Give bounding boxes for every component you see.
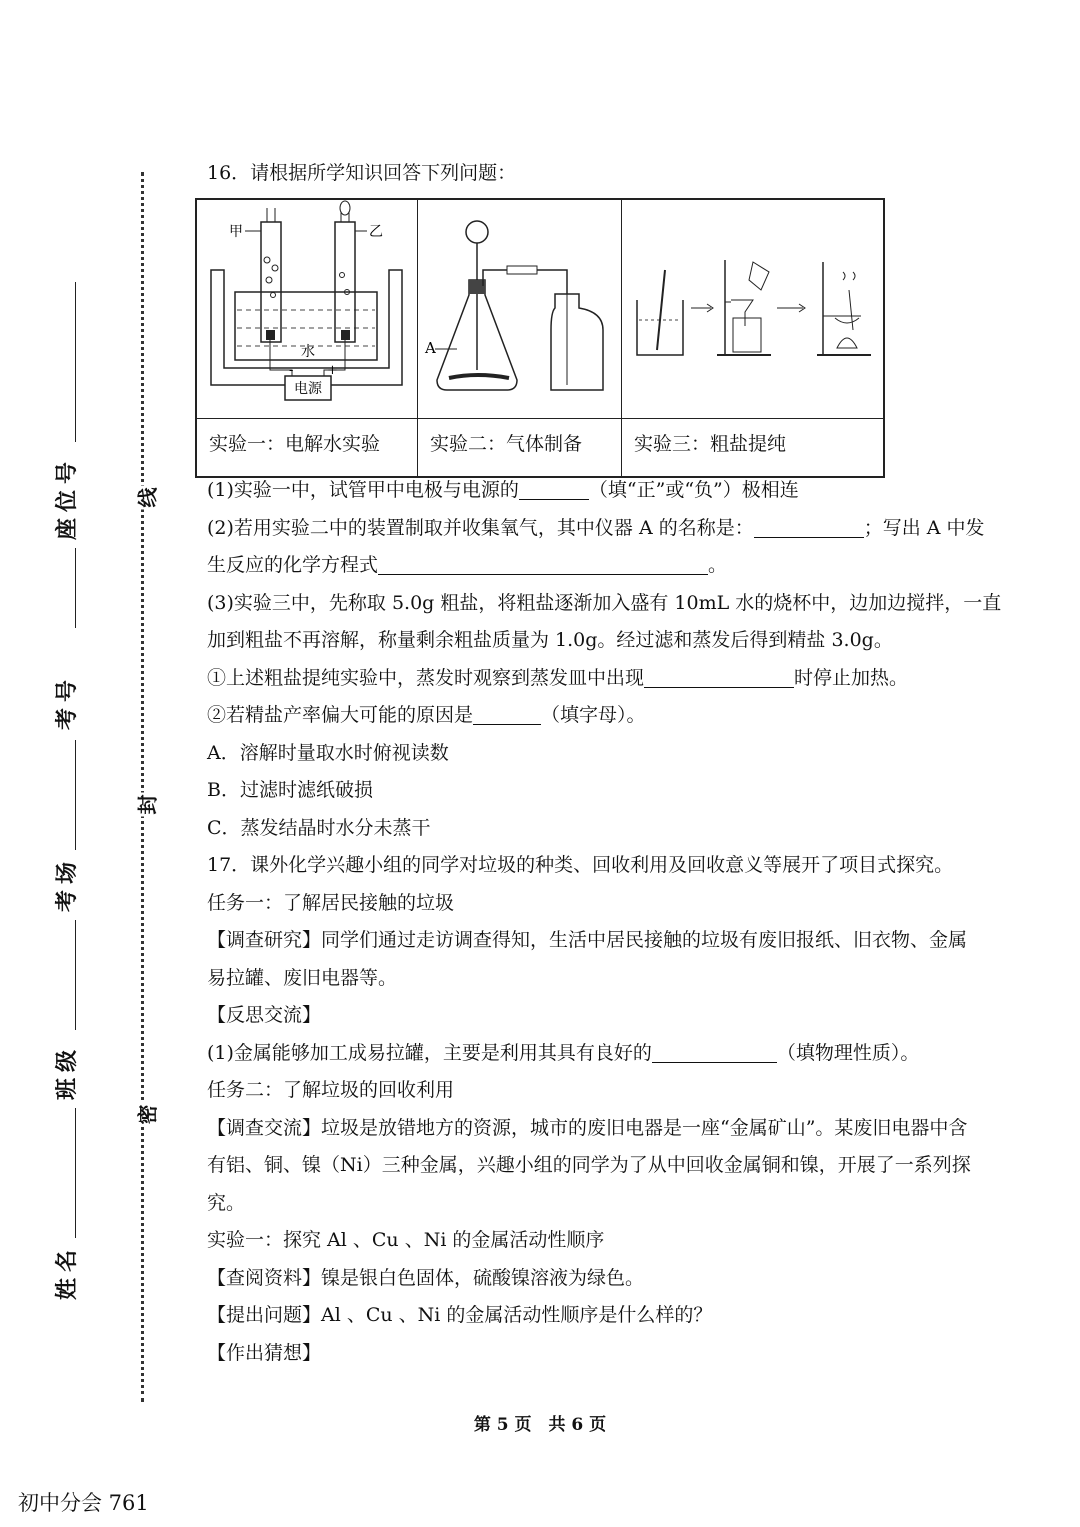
q17-guess: 【作出猜想】	[207, 1341, 322, 1364]
tube-yi-label: 乙	[369, 224, 383, 240]
answer-blank-4[interactable]	[644, 665, 794, 688]
plus-label: +	[327, 363, 338, 378]
q17-inv-a: 【调查交流】垃圾是放错地方的资源，城市的废旧电器是一座“金属矿山”。某废旧电器中含	[207, 1116, 968, 1139]
seal-char-mi: 密	[132, 1103, 161, 1127]
question-content	[207, 472, 1047, 1372]
q16-part3c: ①上述粗盐提纯实验中，蒸发时观察到蒸发皿中出现 时停止加热。	[207, 666, 909, 689]
q17-task2: 任务二：了解垃圾的回收利用	[207, 1079, 455, 1101]
q17-exp1: 实验一：探究 Al 、Cu 、Ni 的金属活动性顺序	[207, 1229, 605, 1251]
exp2-diagram	[417, 200, 622, 418]
answer-blank-3[interactable]	[378, 552, 708, 575]
electrolysis-apparatus	[197, 200, 417, 418]
exp1-diagram	[197, 200, 418, 418]
exam-room-line	[75, 920, 76, 1030]
exam-room-label: 考场	[54, 855, 80, 912]
seat-label: 座位号	[54, 455, 80, 540]
q16-part1: (1)实验一中，试管甲中电极与电源的 （填“正”或“负”）极相连	[207, 479, 799, 501]
binding-dotted-line	[141, 172, 144, 1402]
option-a: A．溶解时量取水时俯视读数	[207, 741, 449, 764]
water-label: 水	[301, 344, 315, 360]
q17-inv-b: 有铝、铜、镍（Ni）三种金属，兴趣小组的同学为了从中回收金属铜和镍，开展了一系列探	[207, 1154, 971, 1176]
q17-intro: 17．课外化学兴趣小组的同学对垃圾的种类、回收利用及回收意义等展开了项目式探究。	[207, 854, 954, 876]
q16-part3b: 加到粗盐不再溶解，称量剩余粗盐质量为 1.0g。经过滤和蒸发后得到精盐 3.0g。	[207, 629, 893, 651]
exp3-diagram	[621, 200, 883, 418]
q16-title: 16．请根据所学知识回答下列问题：	[207, 162, 517, 184]
answer-blank-6[interactable]	[652, 1040, 777, 1063]
seal-char-feng: 封	[132, 793, 161, 817]
q17-survey-b: 易拉罐、废旧电器等。	[207, 966, 398, 989]
exam-no-line	[75, 740, 76, 850]
q17-reflect: 【反思交流】	[207, 1004, 322, 1026]
seat-underline	[75, 548, 76, 628]
figure-captions	[197, 418, 883, 477]
power-label: 电源	[294, 381, 322, 397]
page-footer: 第 5 页 共 6 页	[473, 1415, 607, 1435]
q17-lookup: 【查阅资料】镍是银白色固体，硫酸镍溶液为绿色。	[207, 1266, 645, 1289]
class-label: 班级	[54, 1043, 80, 1100]
salt-purification-apparatus	[621, 200, 883, 418]
instrument-a-label: A	[425, 339, 436, 357]
q17-question: 【提出问题】Al 、Cu 、Ni 的金属活动性顺序是什么样的？	[207, 1304, 713, 1326]
exam-no-label: 考号	[54, 673, 80, 730]
exp3-caption: 实验三：粗盐提纯	[634, 433, 787, 455]
experiment-figure	[195, 198, 885, 478]
q16-part3d: ②若精盐产率偏大可能的原因是 （填字母）。	[207, 704, 646, 726]
answer-blank-5[interactable]	[473, 702, 541, 725]
answer-blank-2[interactable]	[754, 515, 864, 538]
minus-label: -	[289, 363, 294, 378]
q16-part2a: (2)若用实验二中的装置制取并收集氧气，其中仪器 A 的名称是： ；写出 A 中发	[207, 516, 985, 539]
watermark: 初中分会 761	[18, 1491, 149, 1515]
gas-preparation-apparatus	[417, 200, 621, 418]
exp2-caption: 实验二：气体制备	[418, 419, 622, 477]
q17-inv-c: 究。	[207, 1191, 246, 1214]
option-c: C．蒸发结晶时水分未蒸干	[207, 816, 431, 839]
tube-jia-label: 甲	[229, 224, 243, 240]
q17-survey-a: 【调查研究】同学们通过走访调查得知，生活中居民接触的垃圾有废旧报纸、旧衣物、金属	[207, 929, 968, 951]
name-label: 姓名	[54, 1243, 80, 1300]
q16-part2b: 生反应的化学方程式 。	[207, 554, 728, 576]
exp1-caption: 实验一：电解水实验	[197, 419, 418, 477]
option-b: B．过滤时滤纸破损	[207, 779, 373, 801]
q17-task1: 任务一：了解居民接触的垃圾	[207, 891, 455, 914]
answer-blank-1[interactable]	[519, 477, 589, 500]
seat-line	[75, 282, 76, 442]
q17-q1: (1)金属能够加工成易拉罐，主要是利用其具有良好的 （填物理性质）。	[207, 1041, 920, 1064]
seal-char-xian: 线	[132, 486, 161, 510]
class-line	[75, 1108, 76, 1238]
q16-part3a: (3)实验三中，先称取 5.0g 粗盐，将粗盐逐渐加入盛有 10mL 水的烧杯中，边加边搅拌，一直	[207, 591, 1002, 614]
